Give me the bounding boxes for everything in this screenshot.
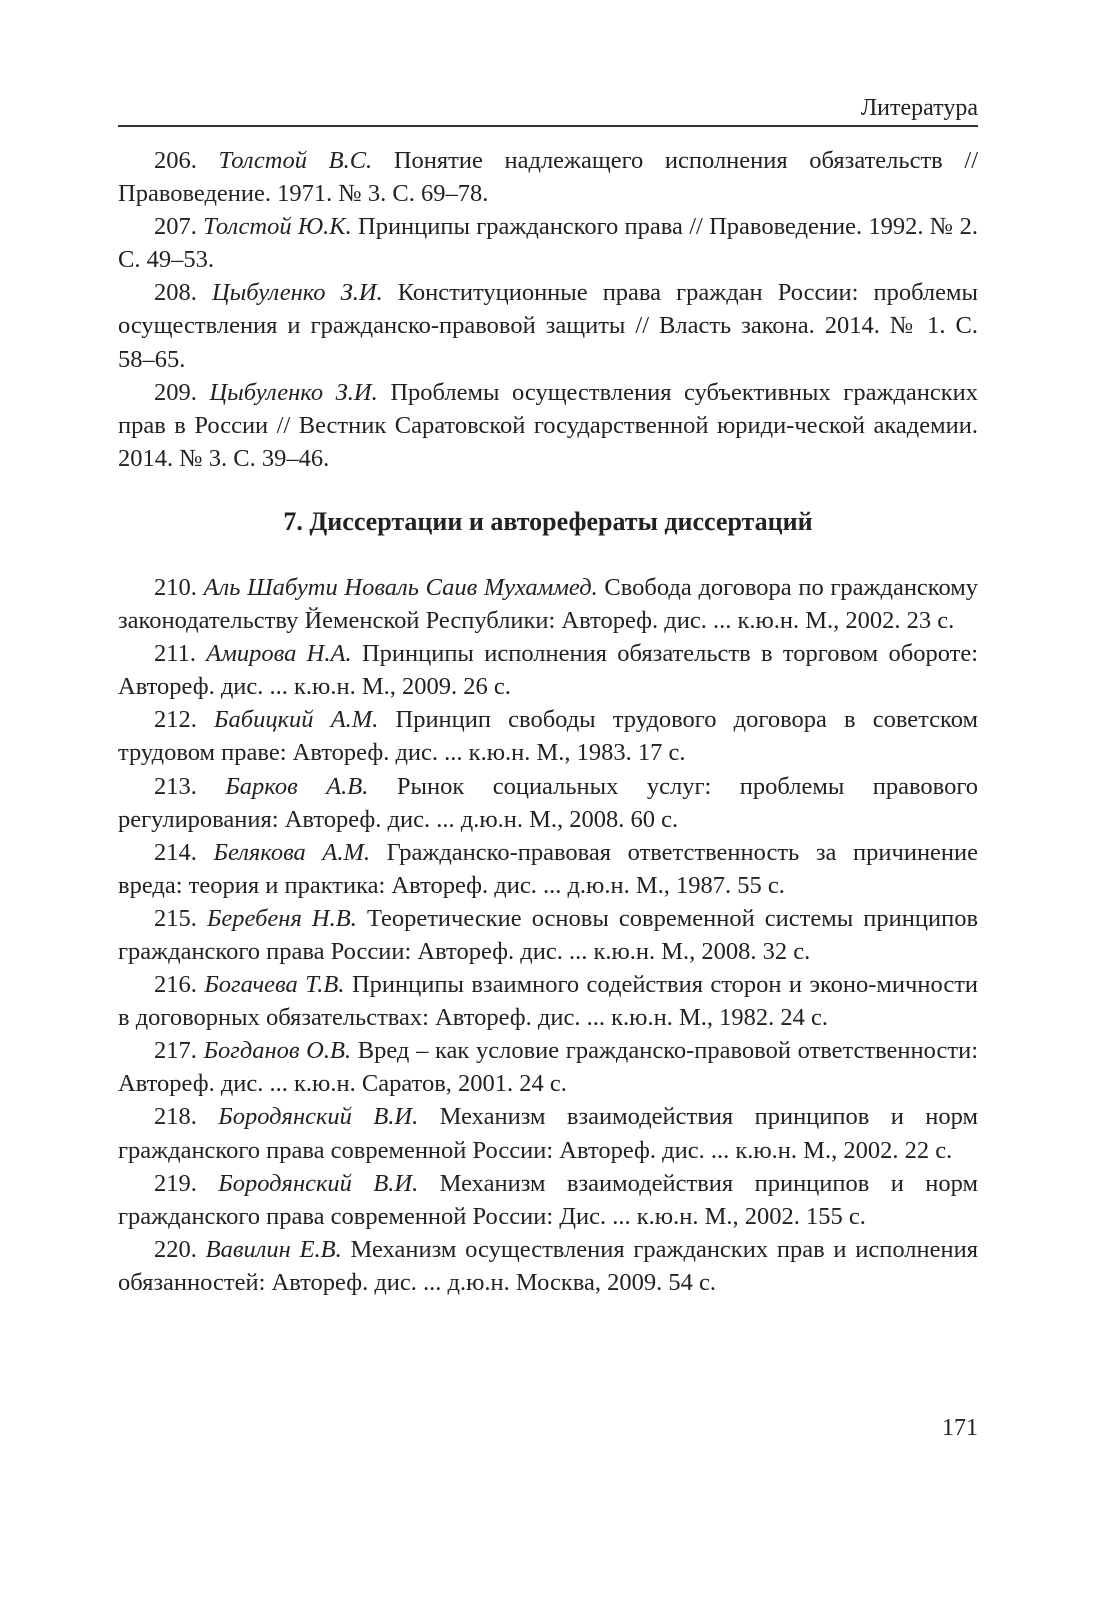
entry-number: 207.	[154, 213, 197, 241]
entry-author: Толстой В.С.	[218, 147, 373, 174]
entry-text: Механизм взаимодействия принципов и норм гражданского права современной России: Дис. ... к.ю.н. М., 2002. 155 с.	[118, 1169, 978, 1230]
entry-text: Механизм осуществления гражданских прав и исполнения обязанностей: Автореф. дис. ... д.ю.н. Москва, 2009. 54 с.	[118, 1235, 978, 1296]
entry-number: 209.	[154, 378, 197, 406]
bibliography-entry	[118, 968, 978, 1034]
entry-author: Цыбуленко З.И.	[211, 279, 383, 307]
bibliography-entry	[118, 703, 978, 769]
entry-author: Бабицкий А.М.	[214, 706, 379, 734]
entries-list-before	[118, 144, 978, 475]
entry-text: Принцип свободы трудового договора в советском трудовом праве: Автореф. дис. ... к.ю.н. М., 1983. 17 с.	[118, 706, 979, 767]
bibliography-entry	[118, 1100, 978, 1166]
entry-number: 211.	[154, 640, 196, 668]
bibliography-entry	[118, 770, 978, 836]
bibliography-entry	[118, 210, 978, 276]
entry-text: Принципы гражданского права // Правоведение. 1992. № 2. С. 49–53.	[118, 213, 979, 274]
entry-text: Принципы взаимного содействия сторон и эконо-мичности в договорных обязательствах: Автореф. дис. ... к.ю.н. М., 1982. 24 с.	[118, 971, 979, 1032]
entry-number: 217.	[154, 1037, 197, 1065]
entry-text: Понятие надлежащего исполнения обязательств // Правоведение. 1971. № 3. С. 69–78.	[118, 147, 978, 208]
header-rule	[118, 125, 978, 127]
entry-number: 212.	[154, 706, 197, 734]
entry-author: Богачева Т.В.	[204, 971, 345, 999]
entry-text: Рынок социальных услуг: проблемы правового регулирования: Автореф. дис. ... д.ю.н. М., 2008. 60 с.	[118, 772, 979, 833]
bibliography-entry	[118, 902, 978, 968]
entry-author: Бородянский В.И.	[218, 1169, 419, 1197]
entry-author: Толстой Ю.К.	[203, 213, 352, 241]
entry-text: Гражданско-правовая ответственность за причинение вреда: теория и практика: Автореф. дис. ... д.ю.н. М., 1987. 55 с.	[118, 838, 979, 899]
entry-number: 220.	[154, 1235, 197, 1263]
entry-text: Свобода договора по гражданскому законодательству Йеменской Республики: Автореф. дис. ... к.ю.н. М., 2002. 23 с.	[118, 573, 979, 635]
entry-author: Беребеня Н.В.	[206, 904, 357, 932]
entry-author: Вавилин Е.В.	[205, 1235, 342, 1263]
bibliography-entry	[118, 637, 978, 703]
entry-number: 214.	[154, 838, 197, 866]
entry-author: Барков А.В.	[225, 772, 369, 800]
bibliography-entry	[118, 836, 978, 902]
bibliography-content	[118, 144, 978, 1299]
entry-number: 218.	[154, 1103, 197, 1131]
entry-author: Белякова А.М.	[213, 838, 371, 866]
bibliography-entry	[118, 1233, 978, 1299]
entry-author: Амирова Н.А.	[206, 640, 352, 668]
bibliography-entry	[118, 276, 978, 375]
section-title: 7. Диссертации и авторефераты диссертаций	[283, 506, 813, 536]
entry-text: Механизм взаимодействия принципов и норм гражданского права современной России: Автореф. дис. ... к.ю.н. М., 2002. 22 с.	[118, 1103, 978, 1164]
entry-author: Богданов О.В.	[203, 1037, 352, 1065]
entry-author: Аль Шабути Новаль Саив Мухаммед.	[203, 573, 598, 601]
entry-number: 215.	[154, 904, 197, 932]
entry-text: Теоретические основы современной системы принципов гражданского права России: Автореф. дис. ... к.ю.н. М., 2008. 32 с.	[118, 904, 979, 965]
bibliography-entry	[118, 571, 978, 637]
bibliography-entry	[118, 144, 978, 210]
bibliography-entry	[118, 1034, 978, 1100]
bibliography-entry	[118, 1167, 978, 1233]
entry-number: 206.	[154, 147, 197, 174]
entry-number: 208.	[154, 279, 197, 307]
entry-author: Бородянский В.И.	[218, 1103, 419, 1131]
entry-number: 210.	[154, 573, 197, 601]
entry-number: 213.	[154, 772, 197, 800]
entries-list-after	[118, 571, 978, 1299]
entry-text: Вред – как условие гражданско-правовой ответственности: Автореф. дис. ... к.ю.н. Саратов, 2001. 24 с.	[118, 1037, 979, 1098]
entry-text: Проблемы осуществления субъективных гражданских прав в России // Вестник Саратовской государственной юриди-ческой академии. 2014. № 3. С. 39–46.	[118, 378, 978, 472]
entry-number: 216.	[154, 971, 197, 999]
entry-author: Цыбуленко З.И.	[209, 378, 378, 406]
bibliography-entry	[118, 376, 978, 475]
entry-number: 219.	[154, 1169, 197, 1197]
entry-text: Конституционные права граждан России: проблемы осуществления и гражданско-правовой защиты // Власть закона. 2014. № 1. С. 58–65.	[118, 279, 978, 373]
entry-text: Принципы исполнения обязательств в торговом обороте: Автореф. дис. ... к.ю.н. М., 2009. 26 с.	[118, 640, 979, 701]
page-number: 171	[942, 1415, 978, 1441]
running-head: Литература	[860, 95, 978, 121]
